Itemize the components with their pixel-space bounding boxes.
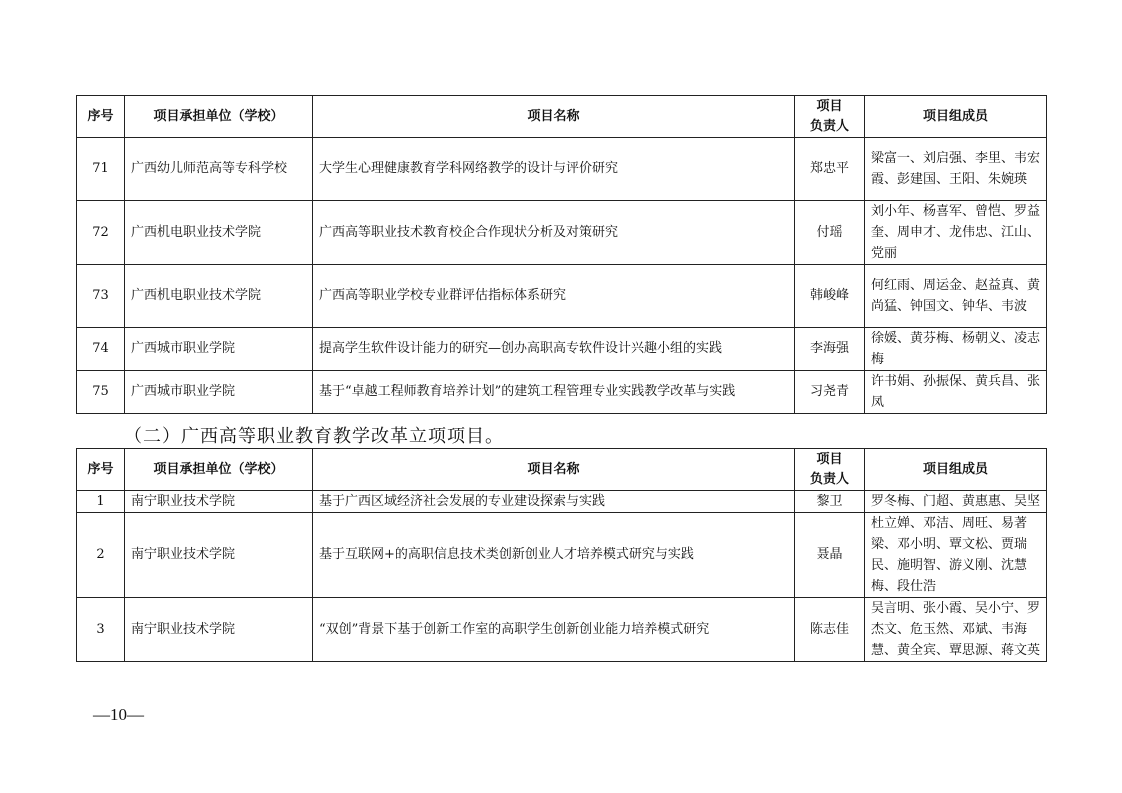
cell-leader: 聂晶 — [795, 513, 865, 598]
header-name: 项目名称 — [313, 96, 795, 138]
cell-no: 74 — [77, 328, 125, 371]
cell-no: 72 — [77, 201, 125, 265]
cell-leader: 陈志佳 — [795, 598, 865, 662]
table-row — [77, 328, 1047, 371]
cell-project-name: 提高学生软件设计能力的研究—创办高职高专软件设计兴趣小组的实践 — [313, 328, 795, 371]
cell-unit: 广西机电职业技术学院 — [125, 201, 313, 265]
cell-project-name: 广西高等职业学校专业群评估指标体系研究 — [313, 265, 795, 328]
header-leader — [795, 449, 865, 491]
header-leader-top: 项目 — [816, 98, 843, 114]
cell-unit: 南宁职业技术学院 — [125, 513, 313, 598]
header-members: 项目组成员 — [865, 449, 1047, 491]
cell-project-name: 基于互联网+的高职信息技术类创新创业人才培养模式研究与实践 — [313, 513, 795, 598]
cell-members: 刘小年、杨喜军、曾恺、罗益奎、周申才、龙伟忠、江山、党丽 — [865, 201, 1047, 265]
header-seq: 序号 — [77, 96, 125, 138]
header-name: 项目名称 — [313, 449, 795, 491]
table-header-row — [77, 96, 1047, 138]
cell-members: 杜立婵、邓洁、周旺、易著梁、邓小明、覃文松、贾瑞民、施明智、游义刚、沈慧梅、段仕浩 — [865, 513, 1047, 598]
cell-no: 71 — [77, 138, 125, 201]
cell-no: 3 — [77, 598, 125, 662]
cell-leader: 李海强 — [795, 328, 865, 371]
table-header-row — [77, 449, 1047, 491]
cell-project-name: 大学生心理健康教育学科网络教学的设计与评价研究 — [313, 138, 795, 201]
header-unit: 项目承担单位（学校） — [125, 96, 313, 138]
table-row — [77, 138, 1047, 201]
cell-project-name: 基于“卓越工程师教育培养计划”的建筑工程管理专业实践教学改革与实践 — [313, 371, 795, 414]
table-row — [77, 598, 1047, 662]
section-heading: （二）广西高等职业教育教学改革立项项目。 — [124, 426, 504, 447]
cell-project-name: 广西高等职业技术教育校企合作现状分析及对策研究 — [313, 201, 795, 265]
cell-project-name: 基于广西区域经济社会发展的专业建设探索与实践 — [313, 491, 795, 513]
header-leader-bottom: 负责人 — [809, 118, 849, 134]
project-table-1 — [76, 95, 1047, 414]
header-seq: 序号 — [77, 449, 125, 491]
cell-leader: 付瑶 — [795, 201, 865, 265]
table-row — [77, 371, 1047, 414]
cell-leader: 郑忠平 — [795, 138, 865, 201]
cell-members: 梁富一、刘启强、李里、韦宏霞、彭建国、王阳、朱婉瑛 — [865, 138, 1047, 201]
cell-unit: 南宁职业技术学院 — [125, 598, 313, 662]
cell-no: 1 — [77, 491, 125, 513]
header-leader — [795, 96, 865, 138]
cell-unit: 广西城市职业学院 — [125, 328, 313, 371]
cell-leader: 习尧青 — [795, 371, 865, 414]
header-members: 项目组成员 — [865, 96, 1047, 138]
header-leader-bottom: 负责人 — [809, 471, 849, 487]
cell-no: 73 — [77, 265, 125, 328]
cell-leader: 黎卫 — [795, 491, 865, 513]
cell-members: 许书娟、孙振保、黄兵昌、张凤 — [865, 371, 1047, 414]
cell-members: 吴言明、张小霞、吴小宁、罗杰文、危玉然、邓斌、韦海慧、黄全宾、覃思源、蒋文英 — [865, 598, 1047, 662]
cell-no: 75 — [77, 371, 125, 414]
cell-unit: 广西幼儿师范高等专科学校 — [125, 138, 313, 201]
cell-project-name: “双创”背景下基于创新工作室的高职学生创新创业能力培养模式研究 — [313, 598, 795, 662]
header-leader-top: 项目 — [816, 451, 843, 467]
cell-unit: 广西城市职业学院 — [125, 371, 313, 414]
project-table-2 — [76, 448, 1047, 662]
cell-members: 徐媛、黄芬梅、杨朝义、凌志梅 — [865, 328, 1047, 371]
cell-no: 2 — [77, 513, 125, 598]
table-row — [77, 491, 1047, 513]
cell-leader: 韩峻峰 — [795, 265, 865, 328]
cell-unit: 南宁职业技术学院 — [125, 491, 313, 513]
cell-members: 罗冬梅、门超、黄惠惠、吴坚 — [865, 491, 1047, 513]
page-number: —10— — [93, 705, 144, 724]
header-unit: 项目承担单位（学校） — [125, 449, 313, 491]
table-row — [77, 513, 1047, 598]
table-row — [77, 265, 1047, 328]
cell-unit: 广西机电职业技术学院 — [125, 265, 313, 328]
cell-members: 何红雨、周运金、赵益真、黄尚猛、钟国文、钟华、韦波 — [865, 265, 1047, 328]
table-row — [77, 201, 1047, 265]
